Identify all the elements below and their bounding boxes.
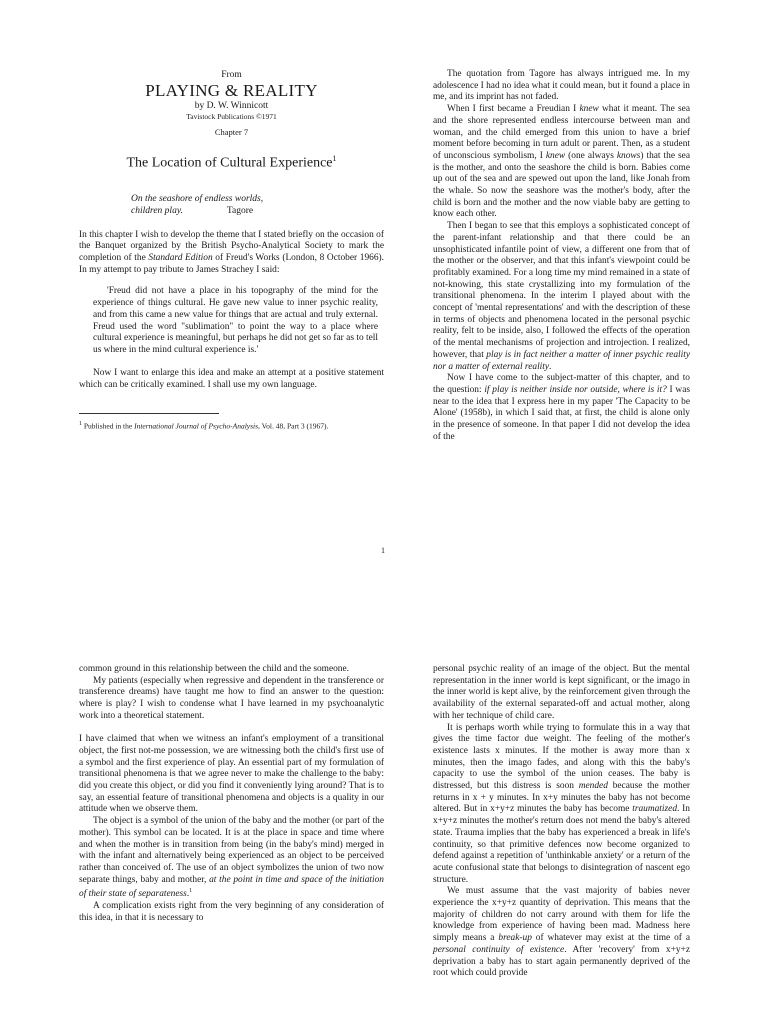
page-2 (0, 656, 768, 1024)
page1-right-column (433, 69, 690, 444)
paragraph: My patients (especially when regressive and dependent in the transference or transference dreams) have taught me how to find an answer to the question: where is play? I wish to condense what I have learned in my psychoanalytic work into a theoretical statement. (79, 675, 384, 721)
paragraph: personal psychic reality of an image of the object. But the mental representation in the inner world is kept significant, or the imago in the inner world is kept alive, by the reinforcement given through the availability of the external separated-off and actual mother, along with her technique of child care. (433, 664, 690, 721)
paragraph: Now I have come to the subject-matter of this chapter, and to the question: if play is neither inside nor outside, where is it? I was near to the idea that I express here in my paper 'The Capacity to be Alone' (1958b), in which I said that, at first, the child is alone only in the presence of someone. In that paper I did not develop the idea of the (433, 373, 690, 442)
epigraph-line-1: On the seashore of endless worlds, (131, 193, 264, 204)
chapter-title: The Location of Cultural Experience$^1$ (126, 154, 337, 171)
epigraph-line-2: children play. (131, 205, 183, 216)
author-byline: by D. W. Winnicott (194, 101, 269, 111)
page-number: 1 (381, 546, 385, 555)
paragraph: Then I began to see that this employs a sophisticated concept of the parent-infant relationship and that there could be an unsophisticated infantile point of view, a different one from that of the mother or the observer, and that this infant's viewpoint could be profitably examined. For a long time my mind remained in a state of not-knowing, this state crystallizing into my formulation of the transitional phenomena. In the interim I played about with the concept of 'mental representations' and with the description of these in terms of objects and phenomena located in the personal psychic reality, felt to be inside, also, I followed the effects of the operation of the mental mechanisms of projection and introjection. I realized, however, that play is in fact neither a matter of inner psychic reality nor a matter of external reality. (433, 221, 690, 372)
paragraph: We must assume that the vast majority of babies never experience the x+y+z quantity of deprivation. This means that the majority of children do not carry around with them for life the knowledge from experience of having been mad. Madness here simply means a break-up of whatever may exist at the time of a personal continuity of existence. After 'recovery' from x+y+z deprivation a baby has to start again permanently deprived of the root which could provide (433, 886, 691, 979)
page2-left-column (79, 664, 384, 925)
paragraph: When I first became a Freudian I knew what it meant. The sea and the shore represented endless intercourse between man and woman, and the child emerged from this union to have a brief moment before becoming in turn adult or parent. Then, as a student of unconscious symbolism, I knew (one always knows) that the sea is the mother, and onto the seashore the child is born. Babies come up out of the sea and are spewed out upon the land, like Jonah from the whale. So now the seashore was the mother's body, after the child is born and the mother and the now viable baby are getting to know each other. (433, 104, 691, 220)
epigraph-attribution: Tagore (226, 205, 254, 216)
publisher-line: Tavistock Publications ©1971 (186, 112, 277, 121)
paragraph: common ground in this relationship between the child and the someone. (79, 664, 349, 674)
chapter-label: Chapter 7 (214, 127, 249, 137)
paragraph: In this chapter I wish to develop the theme that I stated briefly on the occasion of the Banquet organized by the British Psycho-Analytical Society to mark the completion of the Standard Edition of Freud's Works (London, 8 October 1966). In my attempt to pay tribute to James Strachey I said: (79, 229, 384, 275)
paragraph: A complication exists right from the very beginning of any consideration of this idea, in that it is necessary to (79, 901, 384, 923)
footnote-divider (79, 413, 219, 414)
footnote: $^1$ Published in the International Journal of Psycho-Analysis, Vol. 48, Part 3 (1967). (79, 420, 329, 431)
page2-right-column (433, 664, 690, 980)
epigraph (131, 193, 384, 217)
paragraph: The object is a symbol of the union of the baby and the mother (or part of the mother). This symbol can be located. It is at the place in space and time where and when the mother is in transition from being (in the baby's mind) merged in with the infant and alternatively being experienced as an object to be perceived rather than conceived of. The use of an object symbolizes the union of two now separate things, baby and mother, at the point in time and space of the initiation of their state of separateness.$^1$ (79, 816, 384, 900)
chapter-title-footnote-mark: 1 (332, 154, 337, 163)
paragraph: Now I want to enlarge this idea and make an attempt at a positive statement which can be critically examined. I shall use my own language. (79, 368, 384, 391)
paragraph: The quotation from Tagore has always intrigued me. In my adolescence I had no idea what it could mean, but it found a place in me, and its imprint has not faded. (433, 69, 690, 103)
paragraph: I have claimed that when we witness an infant's employment of a transitional object, the first not-me possession, we are witnessing both the child's first use of a symbol and the first experience of play. An essential part of my formulation of transitional phenomena is that we agree never to make the challenge to the baby: did you create this object, or did you find it conveniently lying around? That is to say, an essential feature of transitional phenomena and objects is a quality in our attitude when we observe them. (79, 734, 384, 815)
title-block (79, 69, 384, 172)
paragraph: It is perhaps worth while trying to formulate this in a way that gives the time factor due weight. The feeling of the mother's existence lasts x minutes. If the mother is away more than x minutes, then the imago fades, and along with this the baby's capacity to use the symbol of the union ceases. The baby is distressed, but this distress is soon mended because the mother returns in x + y minutes. In x+y minutes the baby has not become altered. But in x+y+z minutes the baby has become traumatized. In x+y+z minutes the mother's return does not mend the baby's altered state. Trauma implies that the baby has experienced a break in life's continuity, so that primitive defences now become organized to defend against a repetition of 'unthinkable anxiety' or a return of the acute confusional state that belongs to disintegration of nascent ego structure. (433, 722, 690, 885)
from-label: From (221, 70, 242, 80)
page-gap (0, 596, 768, 656)
page1-left-column (79, 69, 384, 431)
book-title: PLAYING & REALITY (145, 81, 318, 100)
block-quote: 'Freud did not have a place in his topography of the mind for the experience of things cultural. He gave new value to inner psychic reality, and from this came a new value for things that are actual and truly external. Freud used the word "sublimation" to point the way to a place where cultural experience is meaningful, but perhaps he did not get so far as to tell us where in the mind cultural experience is.' (93, 286, 378, 355)
